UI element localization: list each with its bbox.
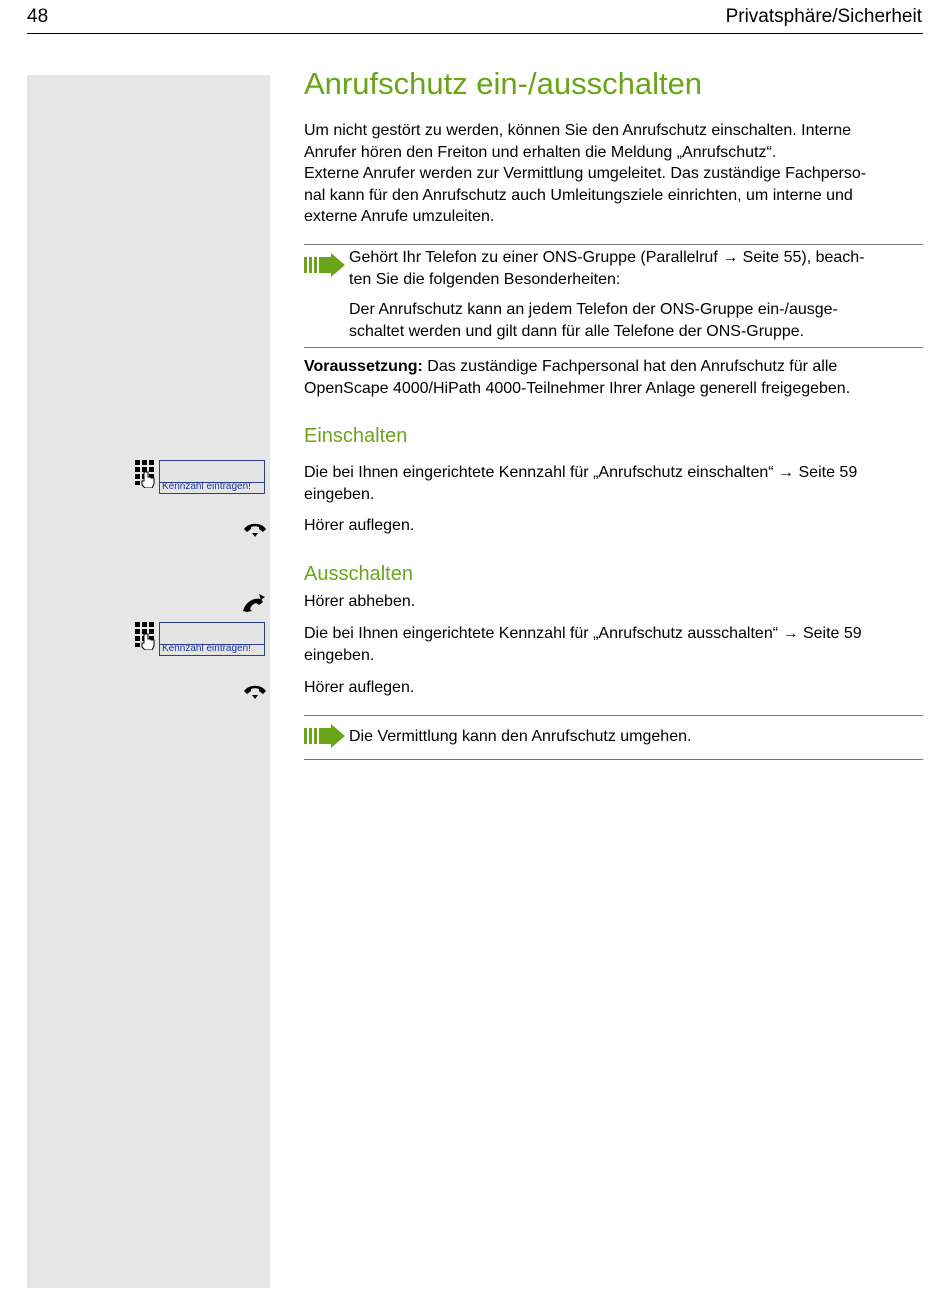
note-ons-group: Gehört Ihr Telefon zu einer ONS-Gruppe (Parallelruf → Seite 55), beach- ten Sie die folgenden Besonderheiten: Der Anrufschutz kann an jedem Telefon der ONS-Gruppe ein-/ausge- schaltet werden und gilt dann für alle Telefone der ONS-Gruppe. xyxy=(349,249,865,340)
note-rule-bottom xyxy=(304,347,923,348)
keypad-icon xyxy=(135,622,157,650)
pick-up-icon xyxy=(241,593,269,613)
page-title: Anrufschutz ein-/ausschalten xyxy=(304,66,703,101)
prerequisite-paragraph: Voraussetzung: Das zuständige Fachpersonal hat den Anrufschutz für alle OpenScape 4000/HiPath 4000-Teilnehmer Ihrer Anlage generell freigegeben. xyxy=(304,358,851,397)
step-hang-up-off: Hörer auflegen. xyxy=(304,679,415,696)
code-entry-label: Kennzahl eintragen! xyxy=(162,481,251,492)
hang-up-icon xyxy=(241,682,269,702)
step-enter-code-off: Die bei Ihnen eingerichtete Kennzahl für „Anrufschutz ausschalten“ → Seite 59 eingeben. xyxy=(304,625,862,664)
note-arrow-icon xyxy=(304,253,346,277)
step-enter-code-on: Die bei Ihnen eingerichtete Kennzahl für „Anrufschutz einschalten“ → Seite 59 eingeben. xyxy=(304,464,858,503)
note-arrow-icon xyxy=(304,724,346,748)
note-operator-bypass: Die Vermittlung kann den Anrufschutz umgehen. xyxy=(349,728,692,745)
code-entry-label: Kennzahl eintragen! xyxy=(162,643,251,654)
note-rule-top xyxy=(304,715,923,716)
code-entry-field[interactable] xyxy=(159,460,265,494)
hang-up-icon xyxy=(241,520,269,540)
keypad-icon xyxy=(135,460,157,488)
heading-ausschalten: Ausschalten xyxy=(304,563,413,585)
step-hang-up-on: Hörer auflegen. xyxy=(304,517,415,534)
header-divider xyxy=(27,33,923,34)
page-number: 48 xyxy=(27,6,49,27)
note-rule-bottom xyxy=(304,759,923,760)
intro-paragraph: Um nicht gestört zu werden, können Sie den Anrufschutz einschalten. Interne Anrufer hören den Freiton und erhalten die Meldung „Anrufschutz“. Externe Anrufer werden zur Vermittlung umgeleitet. Das zuständige Fachperso- nal kann für den Anrufschutz auch Umleitungsziele einrichten, um interne und externe Anrufe umzuleiten. xyxy=(304,122,867,225)
step-pick-up: Hörer abheben. xyxy=(304,593,416,610)
note-rule-top xyxy=(304,244,923,245)
heading-einschalten: Einschalten xyxy=(304,425,408,447)
sidebar-column xyxy=(27,75,270,1288)
code-entry-field[interactable] xyxy=(159,622,265,656)
section-title: Privatsphäre/Sicherheit xyxy=(725,6,922,27)
